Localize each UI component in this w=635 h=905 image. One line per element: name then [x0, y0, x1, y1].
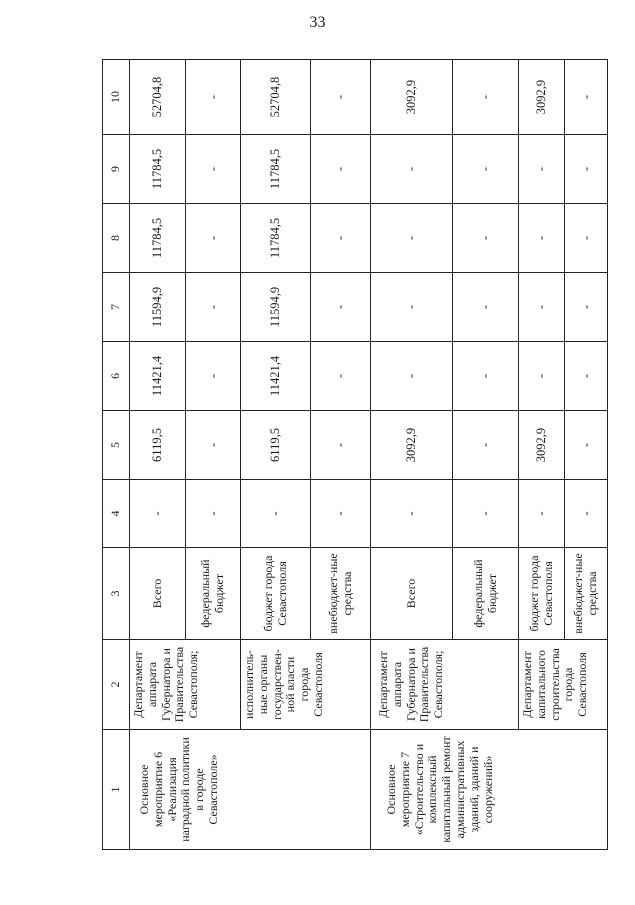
funding-source: Всего — [130, 548, 186, 640]
value-cell: 6119,5 — [130, 411, 186, 480]
value-cell: 11594,9 — [241, 273, 311, 342]
header-cell: 2 — [103, 640, 130, 730]
event-name: Основное мероприятие 7 «Строительство и комплексный капитальный ремонт административных зданий, зданий и сооружений» — [371, 730, 608, 850]
value-cell: - — [519, 135, 565, 204]
value-cell: - — [371, 342, 453, 411]
value-cell: - — [453, 411, 519, 480]
rotated-table-container — [102, 60, 602, 850]
value-cell: - — [311, 342, 371, 411]
value-cell: - — [565, 60, 608, 135]
value-cell: - — [311, 480, 371, 548]
value-cell: - — [311, 411, 371, 480]
value-cell: - — [311, 273, 371, 342]
value-cell: 3092,9 — [519, 60, 565, 135]
value-cell: 11421,4 — [130, 342, 186, 411]
value-cell: - — [453, 273, 519, 342]
header-row — [103, 60, 130, 850]
header-cell: 3 — [103, 548, 130, 640]
funding-source: внебюджет-ные средства — [565, 548, 608, 640]
value-cell: - — [241, 480, 311, 548]
value-cell: - — [565, 135, 608, 204]
funding-source: федеральный бюджет — [186, 548, 241, 640]
table-row — [130, 60, 186, 850]
value-cell: 11784,5 — [241, 135, 311, 204]
event-name: Основное мероприятие 6 «Реализация наградной политики в городе Севастополе» — [130, 730, 371, 850]
executor: исполнитель-ные органы государствен-ной власти города Севастополя — [241, 640, 371, 730]
value-cell: - — [453, 480, 519, 548]
value-cell: - — [311, 204, 371, 273]
value-cell: - — [311, 60, 371, 135]
value-cell: 11784,5 — [241, 204, 311, 273]
executor: Департамент аппарата Губернатора и Правительства Севастополя; — [130, 640, 241, 730]
value-cell: 52704,8 — [130, 60, 186, 135]
value-cell: - — [186, 480, 241, 548]
value-cell: 11594,9 — [130, 273, 186, 342]
executor: Департамент аппарата Губернатора и Правительства Севастополя; — [371, 640, 519, 730]
value-cell: - — [186, 411, 241, 480]
value-cell: - — [371, 480, 453, 548]
value-cell: - — [519, 273, 565, 342]
funding-source: бюджет города Севастополя — [519, 548, 565, 640]
value-cell: - — [371, 204, 453, 273]
header-cell: 6 — [103, 342, 130, 411]
funding-source: внебюджет-ные средства — [311, 548, 371, 640]
value-cell: - — [453, 135, 519, 204]
value-cell: - — [371, 273, 453, 342]
value-cell: - — [565, 204, 608, 273]
value-cell: - — [186, 342, 241, 411]
page-number: 33 — [309, 14, 326, 31]
funding-source: федеральный бюджет — [453, 548, 519, 640]
header-cell: 5 — [103, 411, 130, 480]
value-cell: - — [311, 135, 371, 204]
header-cell: 7 — [103, 273, 130, 342]
value-cell: - — [186, 135, 241, 204]
budget-table — [102, 59, 608, 850]
value-cell: - — [186, 204, 241, 273]
header-cell: 1 — [103, 730, 130, 850]
header-cell: 8 — [103, 204, 130, 273]
header-cell: 9 — [103, 135, 130, 204]
funding-source: бюджет города Севастополя — [241, 548, 311, 640]
value-cell: - — [519, 342, 565, 411]
value-cell: 11784,5 — [130, 204, 186, 273]
value-cell: - — [565, 342, 608, 411]
value-cell: - — [565, 411, 608, 480]
value-cell: - — [519, 204, 565, 273]
value-cell: - — [371, 135, 453, 204]
value-cell: 6119,5 — [241, 411, 311, 480]
value-cell: 3092,9 — [371, 411, 453, 480]
header-cell: 10 — [103, 60, 130, 135]
value-cell: 3092,9 — [519, 411, 565, 480]
value-cell: - — [130, 480, 186, 548]
value-cell: - — [519, 480, 565, 548]
value-cell: - — [453, 342, 519, 411]
header-cell: 4 — [103, 480, 130, 548]
value-cell: - — [565, 480, 608, 548]
funding-source: Всего — [371, 548, 453, 640]
executor: Департамент капитального строительства города Севастополя — [519, 640, 608, 730]
value-cell: - — [565, 273, 608, 342]
table-row — [371, 60, 453, 850]
value-cell: 11784,5 — [130, 135, 186, 204]
value-cell: 3092,9 — [371, 60, 453, 135]
value-cell: - — [453, 204, 519, 273]
value-cell: 52704,8 — [241, 60, 311, 135]
value-cell: - — [453, 60, 519, 135]
value-cell: - — [186, 60, 241, 135]
value-cell: - — [186, 273, 241, 342]
value-cell: 11421,4 — [241, 342, 311, 411]
